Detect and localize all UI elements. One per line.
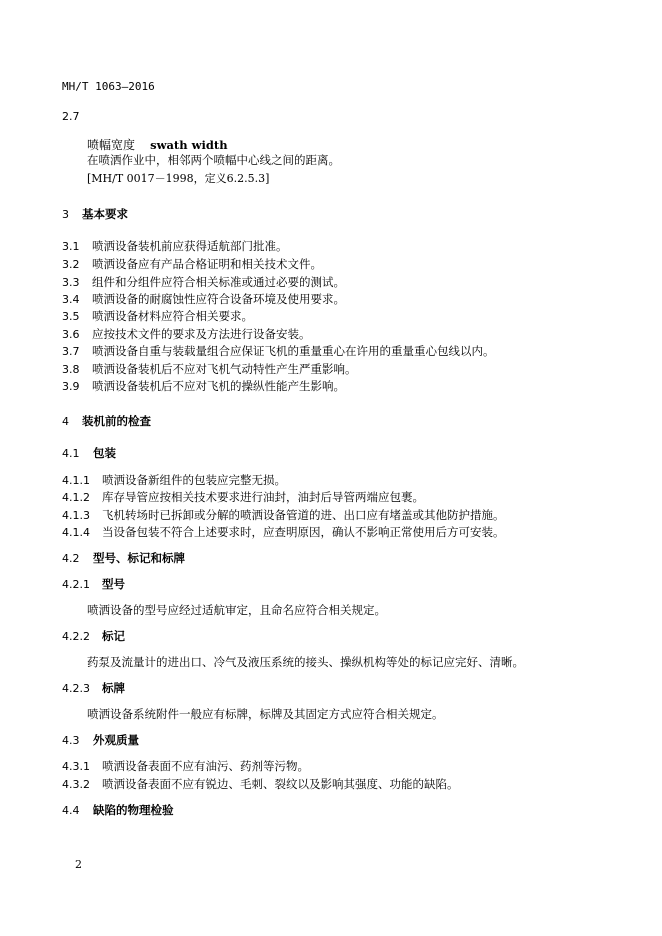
subsection-title: 型号、标记和标牌	[93, 551, 185, 565]
section-heading-3	[62, 206, 128, 222]
clause-text: 喷洒设备新组件的包装应完整无损。	[102, 473, 286, 487]
clause-item	[62, 361, 357, 377]
subsection-title: 缺陷的物理检验	[93, 803, 174, 817]
subsection-heading-4-2-2	[62, 628, 125, 644]
clause-text: 飞机转场时已拆卸或分解的喷洒设备管道的进、出口应有堵盖或其他防护措施。	[102, 508, 505, 522]
clause-number: 4.1.1	[62, 474, 90, 487]
clause-number: 3.9	[62, 380, 80, 393]
subsection-number: 4.3	[62, 734, 80, 747]
clause-text: 喷洒设备装机后不应对飞机气动特性产生严重影响。	[92, 362, 357, 376]
clause-item	[62, 489, 424, 505]
term-chinese: 喷幅宽度	[87, 138, 136, 152]
paragraph-text: 喷洒设备系统附件一般应有标牌，标牌及其固定方式应符合相关规定。	[87, 707, 444, 721]
subsection-number: 4.1	[62, 447, 80, 460]
clause-text: 喷洒设备装机前应获得适航部门批准。	[92, 239, 288, 253]
subsection-number: 4.2.2	[62, 630, 90, 643]
clause-text: 喷洒设备表面不应有锐边、毛刺、裂纹以及影响其强度、功能的缺陷。	[102, 777, 459, 791]
clause-number: 3.4	[62, 293, 80, 306]
clause-number: 3.3	[62, 276, 80, 289]
subsection-title: 标牌	[102, 681, 125, 695]
section-title: 基本要求	[82, 207, 128, 221]
clause-text: 应按技术文件的要求及方法进行设备安装。	[92, 327, 311, 341]
clause-number: 4.3.1	[62, 760, 90, 773]
clause-text: 喷洒设备材料应符合相关要求。	[92, 309, 253, 323]
term-source: [MH/T 0017－1998，定义6.2.5.3]	[87, 172, 270, 185]
clause-item	[62, 524, 505, 540]
clause-item	[62, 291, 345, 307]
subsection-heading-4-1	[62, 445, 116, 461]
term-english: swath width	[150, 138, 228, 152]
clause-item	[62, 343, 495, 359]
document-header: MH/T 1063—2016	[62, 80, 155, 93]
subsection-title: 标记	[102, 629, 125, 643]
term-entry	[87, 134, 228, 153]
clause-item	[62, 308, 253, 324]
subsection-heading-4-2-3	[62, 680, 125, 696]
clause-text: 喷洒设备应有产品合格证明和相关技术文件。	[92, 257, 322, 271]
subsection-title: 外观质量	[93, 733, 139, 747]
clause-number: 4.1.2	[62, 491, 90, 504]
clause-number: 4.1.3	[62, 509, 90, 522]
clause-item	[62, 238, 288, 254]
clause-number: 3.8	[62, 363, 80, 376]
clause-item	[62, 776, 459, 792]
subsection-heading-4-2	[62, 550, 185, 566]
section-number: 4	[62, 415, 69, 428]
section-number: 3	[62, 208, 69, 221]
clause-number-2-7: 2.7	[62, 110, 80, 123]
clause-item	[62, 378, 345, 394]
subsection-heading-4-2-1	[62, 576, 125, 592]
subsection-heading-4-4	[62, 802, 174, 818]
subsection-number: 4.4	[62, 804, 80, 817]
clause-text: 组件和分组件应符合相关标准或通过必要的测试。	[92, 275, 345, 289]
term-definition: 在喷洒作业中，相邻两个喷幅中心线之间的距离。	[87, 153, 340, 167]
clause-number: 3.6	[62, 328, 80, 341]
subsection-heading-4-3	[62, 732, 139, 748]
clause-text: 喷洒设备自重与装载量组合应保证飞机的重量重心在许用的重量重心包线以内。	[92, 344, 495, 358]
section-title: 装机前的检查	[82, 414, 151, 428]
clause-number: 4.3.2	[62, 778, 90, 791]
clause-number: 3.5	[62, 310, 80, 323]
subsection-title: 包装	[93, 446, 116, 460]
clause-text: 当设备包装不符合上述要求时，应查明原因，确认不影响正常使用后方可安装。	[102, 525, 505, 539]
clause-item	[62, 507, 505, 523]
clause-item	[62, 472, 286, 488]
subsection-number: 4.2.1	[62, 578, 90, 591]
clause-item	[62, 326, 311, 342]
clause-item	[62, 758, 309, 774]
clause-number: 4.1.4	[62, 526, 90, 539]
subsection-title: 型号	[102, 577, 125, 591]
clause-text: 喷洒设备表面不应有油污、药剂等污物。	[102, 759, 309, 773]
page-number: 2	[75, 858, 82, 871]
paragraph-text: 药泵及流量计的进出口、冷气及液压系统的接头、操纵机构等处的标记应完好、清晰。	[87, 655, 524, 669]
section-heading-4	[62, 413, 151, 429]
clause-text: 喷洒设备的耐腐蚀性应符合设备环境及使用要求。	[92, 292, 345, 306]
clause-number: 3.1	[62, 240, 80, 253]
clause-text: 库存导管应按相关技术要求进行油封，油封后导管两端应包裹。	[102, 490, 424, 504]
clause-text: 喷洒设备装机后不应对飞机的操纵性能产生影响。	[92, 379, 345, 393]
subsection-number: 4.2	[62, 552, 80, 565]
clause-number: 3.2	[62, 258, 80, 271]
clause-item	[62, 256, 322, 272]
clause-number: 3.7	[62, 345, 80, 358]
paragraph-text: 喷洒设备的型号应经过适航审定，且命名应符合相关规定。	[87, 603, 386, 617]
clause-item	[62, 274, 345, 290]
subsection-number: 4.2.3	[62, 682, 90, 695]
